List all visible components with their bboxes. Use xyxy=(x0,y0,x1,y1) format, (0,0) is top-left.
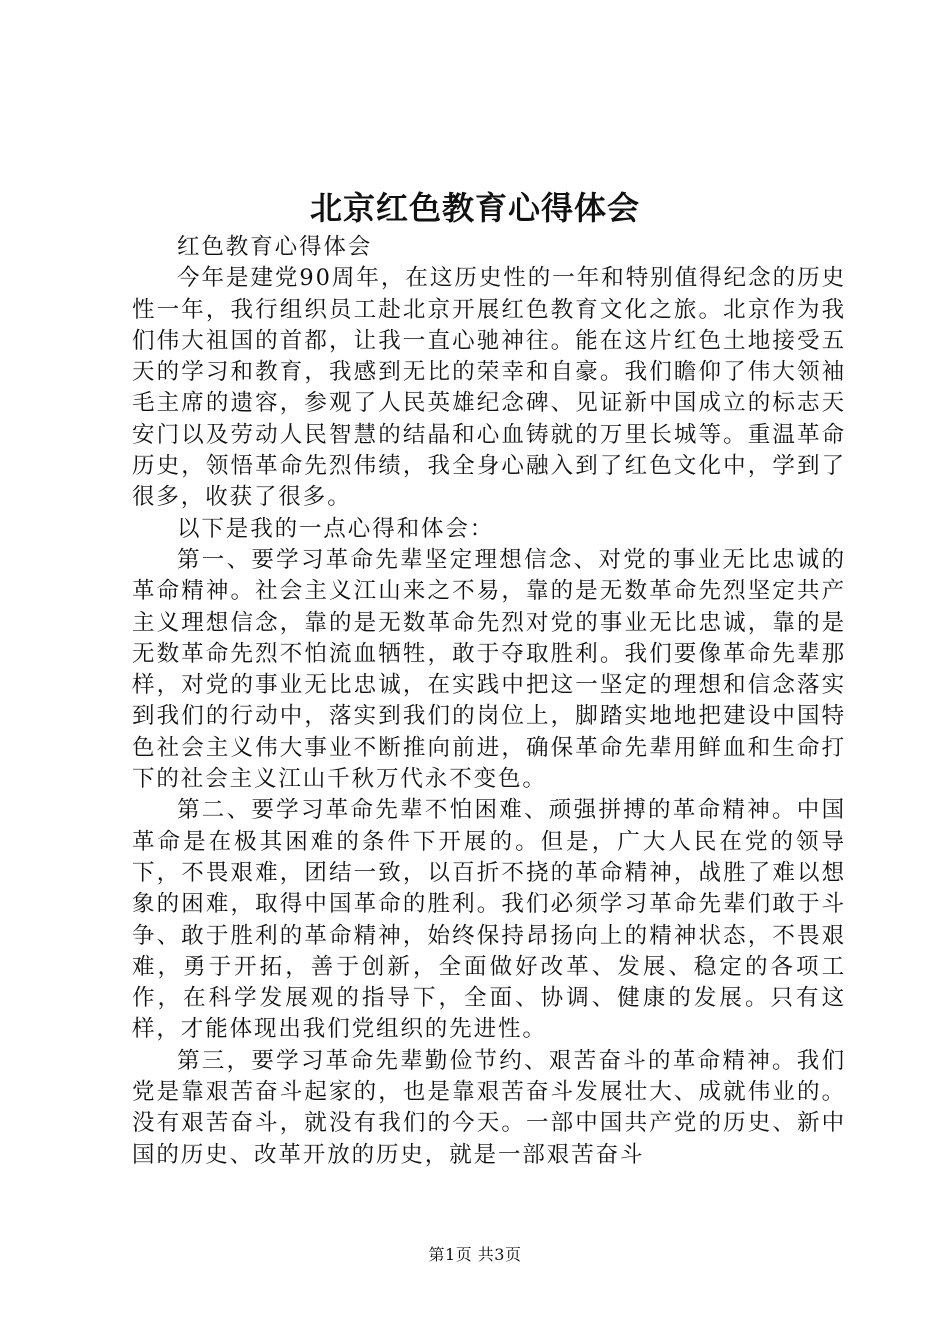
paragraph-lead-in: 以下是我的一点心得和体会： xyxy=(177,515,495,542)
paragraph-point-three: 第三，要学习革命先辈勤俭节约、艰苦奋斗的革命精神。我们党是靠艰苦奋斗起家的，也是靠艰苦奋斗发展壮大、成就伟业的。没有艰苦奋斗，就没有我们的今天。一部中国共产党的历史、新中国的历史、改革开放的历史，就是一部艰苦奋斗 xyxy=(132,1047,846,1168)
paragraph-intro: 今年是建党90周年，在这历史性的一年和特别值得纪念的历史性一年，我行组织员工赴北京开展红色教育文化之旅。北京作为我们伟大祖国的首都，让我一直心驰神往。能在这片红色土地接受五天的学习和教育，我感到无比的荣幸和自豪。我们瞻仰了伟大领袖毛主席的遗容，参观了人民英雄纪念碑、见证新中国成立的标志天安门以及劳动人民智慧的结晶和心血铸就的万里长城等。重温革命历史，领悟革命先烈伟绩，我全身心融入到了红色文化中，学到了很多，收获了很多。 xyxy=(132,265,846,511)
document-body xyxy=(132,232,846,1171)
paragraph-point-one: 第一、要学习革命先辈坚定理想信念、对党的事业无比忠诚的革命精神。社会主义江山来之不易，靠的是无数革命先烈坚定共产主义理想信念，靠的是无数革命先烈对党的事业无比忠诚，靠的是无数革命先烈不怕流血牺牲，敢于夺取胜利。我们要像革命先辈那样，对党的事业无比忠诚，在实践中把这一坚定的理想和信念落实到我们的行动中，落实到我们的岗位上，脚踏实地地把建设中国特色社会主义伟大事业不断推向前进，确保革命先辈用鲜血和生命打下的社会主义江山千秋万代永不变色。 xyxy=(132,546,846,793)
paragraph-point-two: 第二、要学习革命先辈不怕困难、顽强拼搏的革命精神。中国革命是在极其困难的条件下开展的。但是，广大人民在党的领导下，不畏艰难，团结一致，以百折不挠的革命精神，战胜了难以想象的困难，取得中国革命的胜利。我们必须学习革命先辈们敢于斗争、敢于胜利的革命精神，始终保持昂扬向上的精神状态，不畏艰难，勇于开拓，善于创新，全面做好改革、发展、稳定的各项工作，在科学发展观的指导下，全面、协调、健康的发展。只有这样，才能体现出我们党组织的先进性。 xyxy=(132,797,846,1043)
page-number-footer: 第1页 共3页 xyxy=(428,1245,522,1264)
paragraph-subtitle: 红色教育心得体会 xyxy=(177,234,373,260)
document-title: 北京红色教育心得体会 xyxy=(309,189,640,227)
